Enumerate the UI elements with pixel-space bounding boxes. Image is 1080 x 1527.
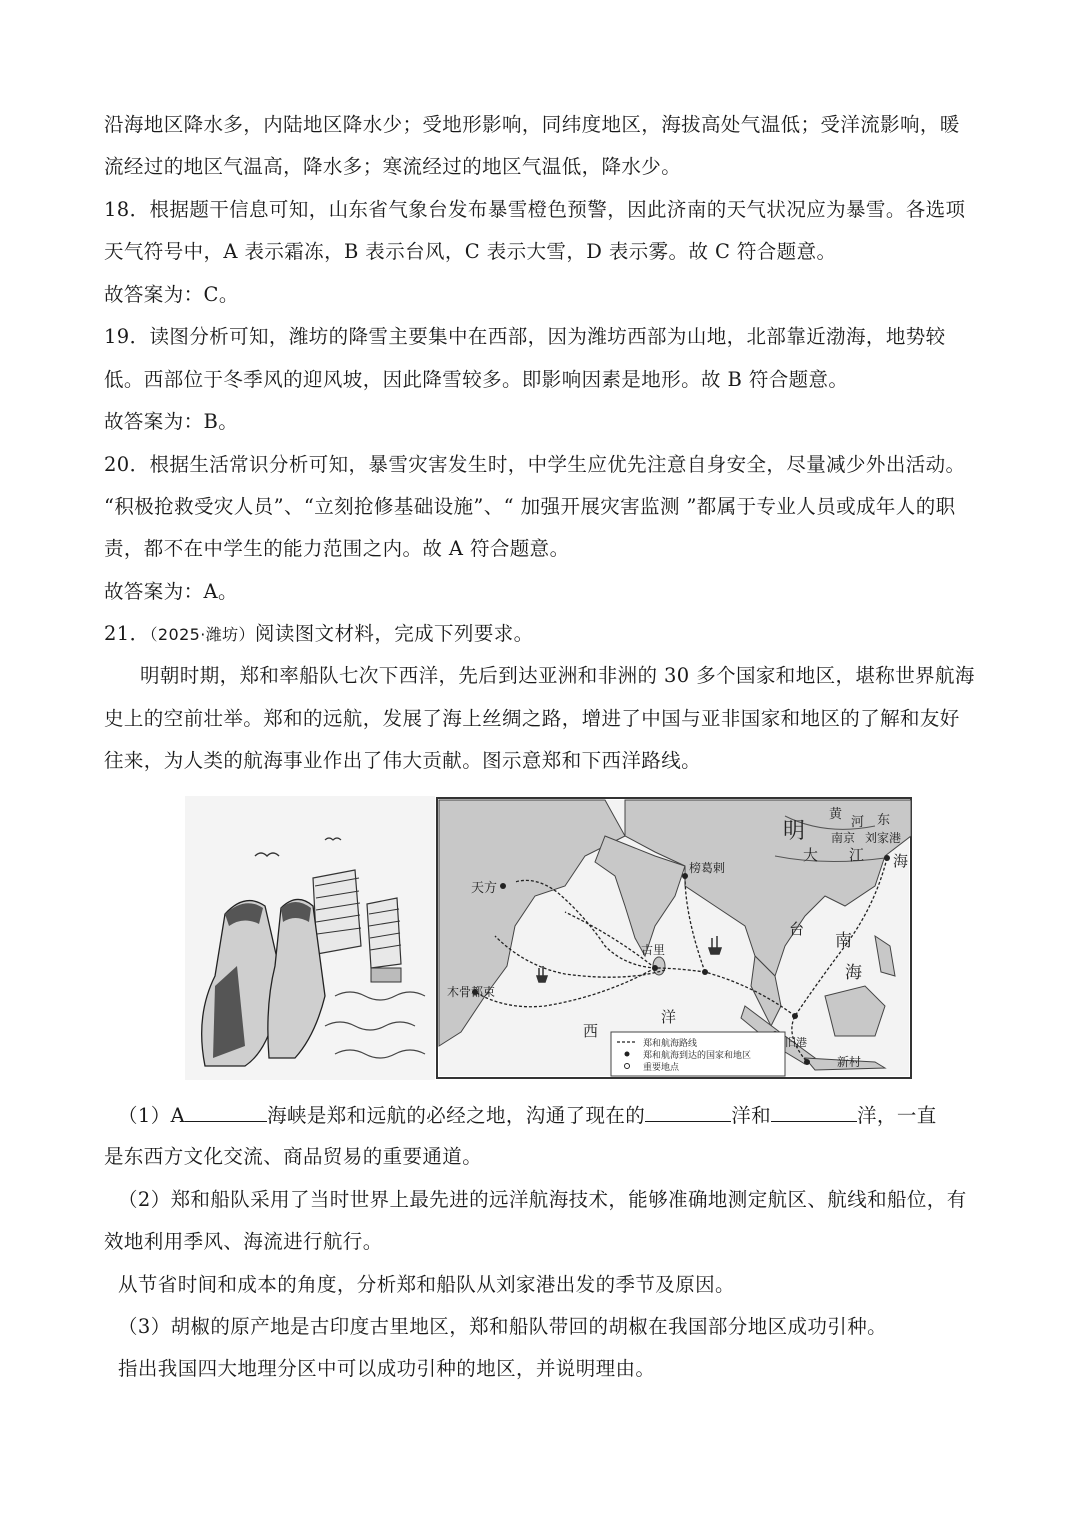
sub-question-2-cont: 效地利用季风、海流进行航行。 — [104, 1230, 383, 1253]
map-label-nan: 南 — [835, 931, 852, 951]
map-label-jiugang: 旧港 — [785, 1036, 807, 1049]
map-label-he: 河 — [851, 815, 865, 830]
legend-countries: 郑和航海到达的国家和地区 — [643, 1051, 752, 1061]
map-label-ming: 明 — [783, 819, 806, 844]
q19-answer: 故答案为：B。 — [104, 410, 239, 433]
material-line: 往来，为人类的航海事业作出了伟大贡献。图示意郑和下西洋路线。 — [104, 749, 702, 772]
material-line: 明朝时期，郑和率船队七次下西洋，先后到达亚洲和非洲的 30 多个国家和地区，堪称世界航海 — [140, 664, 975, 687]
map-label-liujiagang: 刘家港 — [865, 831, 902, 845]
sq1-text: 洋，一直 — [857, 1104, 937, 1127]
q21-instruction: 阅读图文材料，完成下列要求。 — [254, 622, 534, 645]
sub-question-1 — [118, 1101, 937, 1130]
q20-line: “积极抢救受灾人员”、“立刻抢修基础设施”、“ 加强开展灾害监测 ”都属于专业人员或成年人的职 — [104, 495, 956, 518]
q21-number: 21． — [104, 622, 150, 645]
map-label-guli: 古里 — [641, 943, 666, 957]
answer-blank[interactable] — [645, 1101, 731, 1122]
sq1-text: 洋和 — [731, 1104, 772, 1127]
sub-question-2: （2）郑和船队采用了当时世界上最先进的远洋航海技术，能够准确地测定航区、航线和船位，有 — [118, 1188, 967, 1211]
map-label-xincun: 新村 — [837, 1055, 862, 1069]
map-label-da: 大 — [803, 846, 819, 864]
material-line: 史上的空前壮举。郑和的远航，发展了海上丝绸之路，增进了中国与亚非国家和地区的了解和友好 — [104, 707, 960, 730]
zheng-he-route-map — [437, 798, 911, 1078]
sq1-text: 海峡是郑和远航的必经之地，沟通了现在的 — [267, 1104, 646, 1127]
sub-question-2-prompt: 从节省时间和成本的角度，分析郑和船队从刘家港出发的季节及原因。 — [118, 1273, 735, 1296]
paragraph-line: 沿海地区降水多，内陆地区降水少；受地形影响，同纬度地区，海拔高处气温低；受洋流影响，暖 — [104, 113, 960, 136]
map-label-yang: 洋 — [661, 1008, 677, 1026]
zheng-he-figure — [185, 796, 913, 1080]
q19-line: 19．读图分析可知，潍坊的降雪主要集中在西部，因为潍坊西部为山地，北部靠近渤海，地势较 — [104, 325, 946, 348]
map-label-dong: 东 — [877, 813, 891, 828]
map-label-tai: 台 — [789, 920, 805, 938]
q18-line: 天气符号中，A 表示霜冻，B 表示台风，C 表示大雪，D 表示雾。故 C 符合题意。 — [104, 240, 837, 263]
map-legend — [611, 1032, 785, 1076]
sq1-prefix: （1）A — [118, 1104, 186, 1127]
q18-answer: 故答案为：C。 — [104, 283, 239, 306]
sub-question-1-cont: 是东西方文化交流、商品贸易的重要通道。 — [104, 1145, 483, 1168]
legend-places: 重要地点 — [643, 1063, 680, 1073]
map-label-huang: 黄 — [829, 807, 843, 822]
q20-line: 20．根据生活常识分析可知，暴雪灾害发生时，中学生应优先注意自身安全，尽量减少外出活动。 — [104, 453, 966, 476]
map-label-jiang: 江 — [849, 846, 865, 864]
sub-question-3-prompt: 指出我国四大地理分区中可以成功引种的地区，并说明理由。 — [118, 1357, 656, 1380]
map-label-xi: 西 — [583, 1022, 599, 1040]
q19-line: 低。西部位于冬季风的迎风坡，因此降雪较多。即影响因素是地形。故 B 符合题意。 — [104, 368, 849, 391]
zheng-he-illustration — [185, 796, 435, 1080]
map-label-nanjing: 南京 — [831, 831, 856, 845]
q18-line: 18．根据题干信息可知，山东省气象台发布暴雪橙色预警，因此济南的天气状况应为暴雪。各选项 — [104, 198, 966, 221]
answer-blank[interactable] — [771, 1101, 857, 1122]
map-label-hai: 海 — [845, 963, 862, 983]
q21-source: （2025·潍坊） — [149, 625, 255, 644]
map-label-mugudushu: 木骨都束 — [447, 985, 496, 999]
answer-blank[interactable] — [185, 1101, 267, 1122]
map-label-bangela: 榜葛剌 — [689, 861, 726, 875]
q20-answer: 故答案为：A。 — [104, 580, 238, 603]
map-label-dong-hai: 海 — [893, 852, 909, 870]
paragraph-line: 流经过的地区气温高，降水多；寒流经过的地区气温低，降水少。 — [104, 155, 682, 178]
map-label-tianfang: 天方 — [471, 881, 498, 896]
q21-heading — [104, 620, 534, 649]
q20-line: 责，都不在中学生的能力范围之内。故 A 符合题意。 — [104, 537, 570, 560]
legend-route: 郑和航海路线 — [643, 1039, 698, 1049]
sub-question-3: （3）胡椒的原产地是古印度古里地区，郑和船队带回的胡椒在我国部分地区成功引种。 — [118, 1315, 888, 1338]
